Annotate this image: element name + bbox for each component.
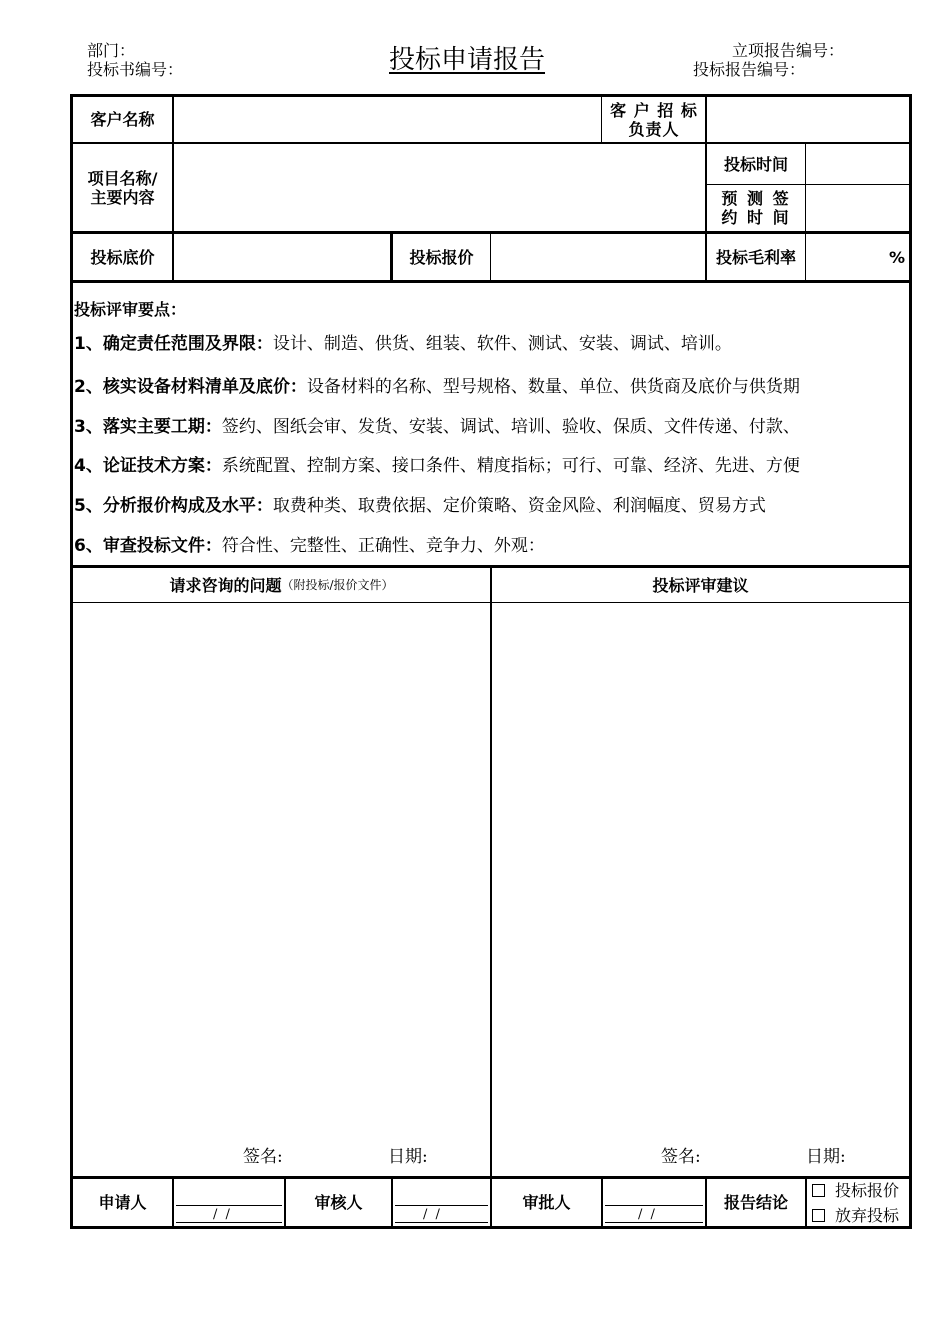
project-content-input[interactable] (174, 144, 705, 231)
column-divider (805, 1176, 807, 1229)
reviewer-sign-line (395, 1205, 488, 1206)
review-point-text: 设备材料的名称、型号规格、数量、单位、供货商及底价与供货期 (306, 377, 800, 397)
approver-label: 审批人 (522, 1193, 571, 1212)
bid-time-label: 投标时间 (723, 154, 788, 174)
review-point (74, 333, 732, 355)
right-sign-label: 签名: (661, 1147, 701, 1167)
customer-bid-contact-label: 客 户 招 标 负责人 (610, 100, 698, 139)
column-divider (172, 1176, 174, 1229)
applicant-date-slot[interactable]: / / (213, 1207, 232, 1222)
checkbox-icon[interactable] (812, 1209, 825, 1222)
applicant-date-line (176, 1222, 282, 1223)
review-point-text: 取费种类、取费依据、定价策略、资金风险、利润幅度、贸易方式 (272, 496, 766, 516)
option-bid[interactable] (812, 1181, 899, 1201)
page-title: 投标申请报告 (389, 45, 546, 75)
review-point-text: 符合性、完整性、正确性、竞争力、外观： (221, 536, 545, 556)
bid-quote-label: 投标报价 (409, 247, 474, 267)
bid-gross-margin-input[interactable] (806, 234, 909, 280)
applicant-sign-line (176, 1205, 282, 1206)
approver-sign-line (605, 1205, 703, 1206)
consult-questions-area[interactable] (73, 603, 490, 1133)
expected-sign-time-label: 预 测 签 约 时 间 (721, 189, 791, 227)
bid-time-input[interactable] (806, 144, 909, 184)
review-point (74, 455, 800, 477)
bid-book-number-label: 投标书编号： (87, 60, 184, 79)
review-point-label: 2、核实设备材料清单及底价： (74, 377, 307, 397)
review-point-label: 1、确定责任范围及界限： (74, 334, 273, 354)
row-divider (70, 280, 912, 283)
review-suggestions-area[interactable] (492, 603, 909, 1133)
review-point-label: 4、论证技术方案： (74, 456, 222, 476)
column-divider (601, 1176, 603, 1229)
option-abandon[interactable] (812, 1206, 899, 1226)
expected-sign-time-input[interactable] (806, 185, 909, 231)
column-divider (391, 1176, 393, 1229)
reviewer-date-slot[interactable]: / / (423, 1207, 442, 1222)
customer-bid-contact-input[interactable] (707, 97, 909, 142)
review-point (74, 416, 800, 438)
reviewer-label: 审核人 (314, 1193, 363, 1212)
review-suggestions-header: 投标评审建议 (652, 575, 749, 595)
bid-base-price-label: 投标底价 (90, 247, 155, 267)
bid-quote-input[interactable] (491, 234, 705, 280)
option-abandon-label: 放弃投标 (835, 1206, 900, 1225)
review-point-text: 系统配置、控制方案、接口条件、精度指标；可行、可靠、经济、先进、方便 (221, 456, 800, 476)
bid-report-number-label: 投标报告编号： (693, 60, 806, 79)
approver-date-slot[interactable]: / / (638, 1207, 657, 1222)
option-bid-label: 投标报价 (835, 1181, 900, 1200)
review-point-label: 5、分析报价构成及水平： (74, 496, 273, 516)
review-point-label: 6、审查投标文件： (74, 536, 222, 556)
review-point (74, 535, 545, 557)
percent-sign: % (888, 247, 905, 267)
review-point-text: 设计、制造、供货、组装、软件、测试、安装、调试、培训。 (272, 334, 732, 354)
checkbox-icon[interactable] (812, 1184, 825, 1197)
conclusion-label: 报告结论 (723, 1193, 788, 1212)
left-date-label: 日期: (388, 1147, 428, 1167)
bid-base-price-input[interactable] (174, 234, 390, 280)
column-divider (601, 94, 602, 143)
customer-name-input[interactable] (174, 97, 601, 142)
review-point-text: 签约、图纸会审、发货、安装、调试、培训、验收、保质、文件传递、付款、 (221, 417, 800, 437)
bid-gross-margin-label: 投标毛利率 (715, 247, 796, 267)
review-heading: 投标评审要点： (74, 300, 187, 319)
department-label: 部门： (87, 41, 136, 60)
left-sign-label: 签名: (243, 1147, 283, 1167)
approver-date-line (605, 1222, 703, 1223)
consult-questions-title: 请求咨询的问题 (169, 575, 282, 595)
project-report-number-label: 立项报告编号： (732, 41, 845, 60)
review-point-label: 3、落实主要工期： (74, 417, 222, 437)
reviewer-date-line (395, 1222, 488, 1223)
right-date-label: 日期: (806, 1147, 846, 1167)
project-content-label: 项目名称/ 主要内容 (87, 168, 158, 207)
customer-name-label: 客户名称 (90, 110, 155, 129)
consult-questions-note: （附投标/报价文件） (281, 577, 394, 592)
applicant-label: 申请人 (98, 1193, 147, 1212)
review-point (74, 376, 800, 398)
consult-questions-header (73, 568, 490, 602)
review-point (74, 495, 766, 517)
